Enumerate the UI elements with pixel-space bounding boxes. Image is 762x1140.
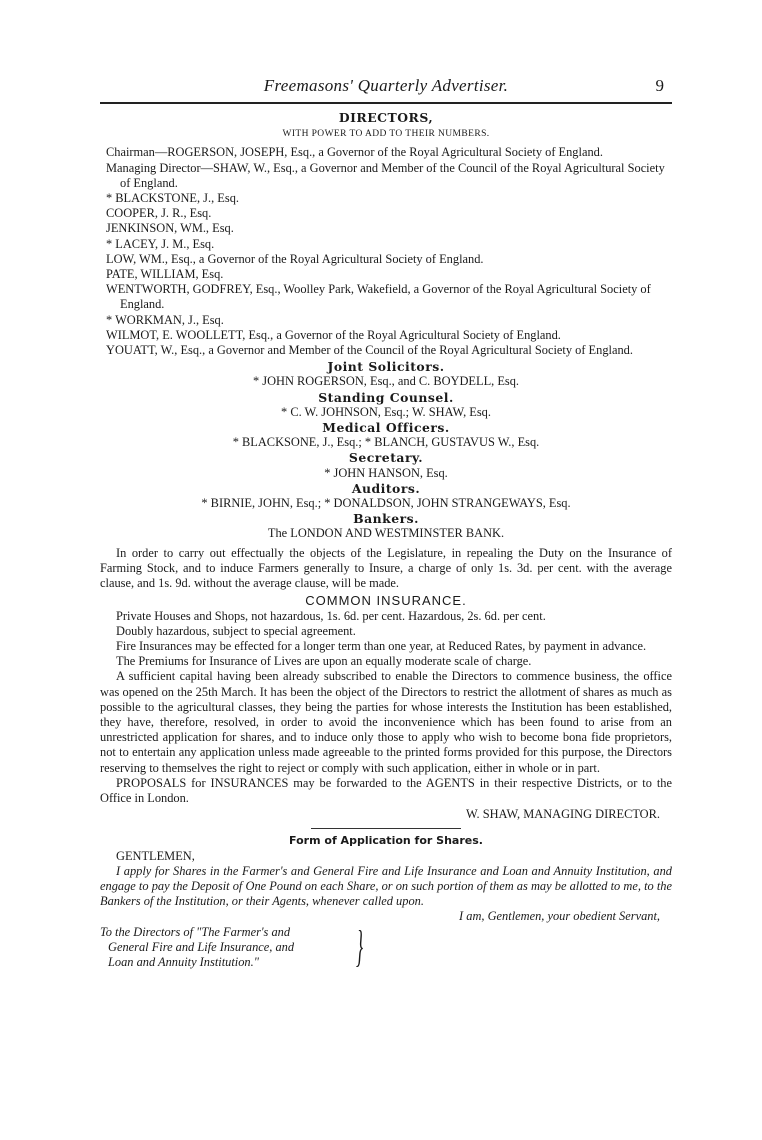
form-body: I apply for Shares in the Farmer's and General Fire and Life Insurance and Loan and Annuity Institution, and engage to pay the Deposit of One Pound on each Share, or on such portion of them as may be allotted to me, to the Bankers of the Institution, or their Agents, whenever called upon. [100, 863, 672, 909]
insurance-line: A sufficient capital having been already subscribed to enable the Directors to commence business, the office was opened on the 25th March. It has been the object of the Directors to restrict the allotment of shares as much as possible to the agricultural classes, they being the parties for whose interests the Institution has been established, they have, therefore, resolved, in order to avoid the inconvenience which has been found to arise from an unrestricted application for shares, and to induce only those to apply who wish to become bona fide proprietors, not to entertain any application unless made agreeable to the printed forms provided for this purpose, the Directors reserving to themselves the right to reject or comply with such application, either in whole or in part. [100, 669, 672, 775]
page-header [100, 76, 672, 98]
managing-director-signature: W. SHAW, MANAGING DIRECTOR. [465, 807, 660, 822]
insurance-line: The Premiums for Insurance of Lives are upon an equally moderate scale of charge. [116, 654, 532, 669]
insurance-line: Doubly hazardous, subject to special agreement. [116, 623, 356, 638]
insurance-line: Fire Insurances may be effected for a longer term than one year, at Reduced Rates, by payment in advance. [116, 638, 647, 653]
addressee-line: General Fire and Life Insurance, and [108, 939, 295, 954]
form-addressee [100, 921, 672, 971]
officer-names: * C. W. JOHNSON, Esq.; W. SHAW, Esq. [281, 404, 491, 419]
directors-section [100, 110, 672, 970]
director-entry: * BLACKSTONE, J., Esq. [106, 191, 239, 206]
officer-names: * BIRNIE, JOHN, Esq.; * DONALDSON, JOHN STRANGEWAYS, Esq. [201, 496, 571, 511]
officer-heading: Bankers. [353, 511, 419, 527]
officer-heading: Joint Solicitors. [327, 359, 445, 375]
director-entry: PATE, WILLIAM, Esq. [106, 267, 224, 282]
director-entry: LOW, WM., Esq., a Governor of the Royal Agricultural Society of England. [106, 251, 484, 266]
form-closing: I am, Gentlemen, your obedient Servant, [459, 909, 660, 924]
addressee-line: Loan and Annuity Institution." [108, 954, 259, 969]
brace-symbol: } [356, 921, 364, 971]
insurance-line: Private Houses and Shops, not hazardous, 1s. 6d. per cent. Hazardous, 2s. 6d. per cent. [116, 608, 546, 623]
director-entry: WILMOT, E. WOOLLETT, Esq., a Governor of the Royal Agricultural Society of England. [106, 327, 561, 342]
director-entry: Managing Director—SHAW, W., Esq., a Governor and Member of the Council of the Royal Agricultural Society of England. [106, 160, 665, 190]
officer-heading: Medical Officers. [322, 420, 450, 436]
form-salutation: GENTLEMEN, [116, 848, 195, 863]
officer-names: * JOHN ROGERSON, Esq., and C. BOYDELL, Esq. [252, 374, 520, 389]
officer-heading: Standing Counsel. [318, 389, 454, 405]
director-entry: Chairman—ROGERSON, JOSEPH, Esq., a Governor of the Royal Agricultural Society of England. [106, 145, 603, 160]
officer-names: * JOHN HANSON, Esq. [324, 465, 448, 480]
directors-subheading: WITH POWER TO ADD TO THEIR NUMBERS. [282, 129, 490, 140]
addressee-line: To the Directors of "The Farmer's and [100, 924, 291, 939]
common-insurance-title: COMMON INSURANCE. [305, 593, 467, 609]
directors-heading: DIRECTORS, [338, 110, 434, 125]
page-number: 9 [655, 76, 664, 95]
director-entry: * WORKMAN, J., Esq. [106, 312, 224, 327]
running-title: Freemasons' Quarterly Advertiser. [263, 76, 509, 95]
proposals-paragraph: PROPOSALS for INSURANCES may be forwarded to the AGENTS in their respective Districts, or to the Office in London. [100, 775, 672, 805]
header-rule [100, 102, 672, 104]
officers-section [100, 359, 672, 541]
officer-heading: Auditors. [351, 480, 421, 496]
officer-names: * BLACKSONE, J., Esq.; * BLANCH, GUSTAVUS W., Esq. [232, 435, 540, 450]
officer-names: The LONDON AND WESTMINSTER BANK. [267, 526, 505, 541]
form-heading: Form of Application for Shares. [289, 834, 483, 848]
section-divider [311, 828, 461, 829]
officer-heading: Secretary. [348, 450, 424, 466]
director-entry: * LACEY, J. M., Esq. [106, 236, 215, 251]
director-entry: JENKINSON, WM., Esq. [106, 221, 234, 236]
director-entry: COOPER, J. R., Esq. [106, 206, 212, 221]
directors-list [100, 145, 672, 358]
intro-paragraph: In order to carry out effectually the objects of the Legislature, in repealing the Duty on the Insurance of Farming Stock, and to induce Farmers generally to Insure, a charge of only 1s. 3d. per cent. with the average clause, and 1s. 9d. without the average clause, will be made. [100, 545, 672, 591]
director-entry: YOUATT, W., Esq., a Governor and Member of the Council of the Royal Agricultural Society of England. [106, 343, 633, 358]
director-entry: WENTWORTH, GODFREY, Esq., Woolley Park, Wakefield, a Governor of the Royal Agricultural Society of England. [106, 282, 651, 312]
